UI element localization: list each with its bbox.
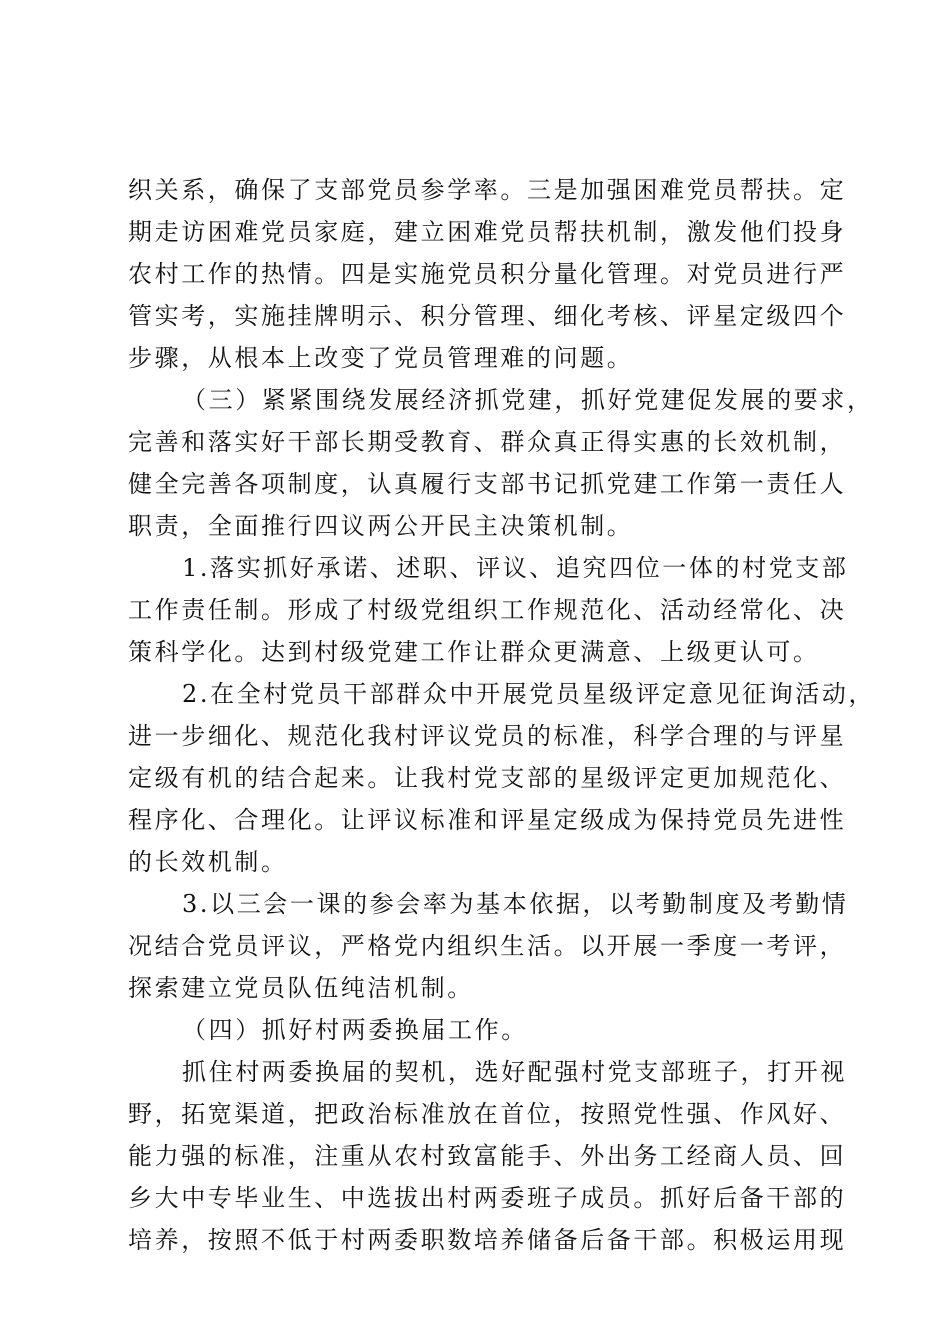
body-line: 职责，全面推行四议两公开民主决策机制。 [128, 512, 634, 540]
body-line: 定级有机的结合起来。让我村党支部的星级评定更加规范化、 [128, 764, 847, 792]
body-line: 织关系，确保了支部党员参学率。三是加强困难党员帮扶。定 [128, 176, 847, 204]
body-line: 野，拓宽渠道，把政治标准放在首位，按照党性强、作风好、 [128, 1100, 847, 1128]
section-heading: （四）抓好村两委换届工作。 [182, 1016, 528, 1044]
body-line: 的长效机制。 [128, 848, 288, 876]
body-line: 工作责任制。形成了村级党组织工作规范化、活动经常化、决 [128, 596, 847, 624]
numbered-item: 1.落实抓好承诺、述职、评议、追究四位一体的村党支部 [182, 554, 849, 582]
body-line: 策科学化。达到村级党建工作让群众更满意、上级更认可。 [128, 638, 820, 666]
body-line: 抓住村两委换届的契机，选好配强村党支部班子，打开视 [182, 1058, 847, 1086]
body-line: 能力强的标准，注重从农村致富能手、外出务工经商人员、回 [128, 1142, 847, 1170]
body-line: 况结合党员评议，严格党内组织生活。以开展一季度一考评， [128, 932, 847, 960]
body-line: 期走访困难党员家庭，建立困难党员帮扶机制，激发他们投身 [128, 218, 847, 246]
body-line: 完善和落实好干部长期受教育、群众真正得实惠的长效机制， [128, 428, 847, 456]
body-line: 探索建立党员队伍纯洁机制。 [128, 974, 474, 1002]
numbered-item: 2.在全村党员干部群众中开展党员星级评定意见征询活动， [182, 680, 876, 708]
body-line: 步骤，从根本上改变了党员管理难的问题。 [128, 344, 634, 372]
body-line: 进一步细化、规范化我村评议党员的标准，科学合理的与评星 [128, 722, 847, 750]
body-line: 农村工作的热情。四是实施党员积分量化管理。对党员进行严 [128, 260, 847, 288]
section-heading: （三）紧紧围绕发展经济抓党建，抓好党建促发展的要求， [182, 386, 874, 414]
body-line: 健全完善各项制度，认真履行支部书记抓党建工作第一责任人 [128, 470, 847, 498]
body-line: 管实考，实施挂牌明示、积分管理、细化考核、评星定级四个 [128, 302, 847, 330]
numbered-item: 3.以三会一课的参会率为基本依据，以考勤制度及考勤情 [182, 890, 849, 918]
body-line: 程序化、合理化。让评议标准和评星定级成为保持党员先进性 [128, 806, 847, 834]
body-line: 培养，按照不低于村两委职数培养储备后备干部。积极运用现 [128, 1226, 847, 1254]
body-line: 乡大中专毕业生、中选拔出村两委班子成员。抓好后备干部的 [128, 1184, 847, 1212]
